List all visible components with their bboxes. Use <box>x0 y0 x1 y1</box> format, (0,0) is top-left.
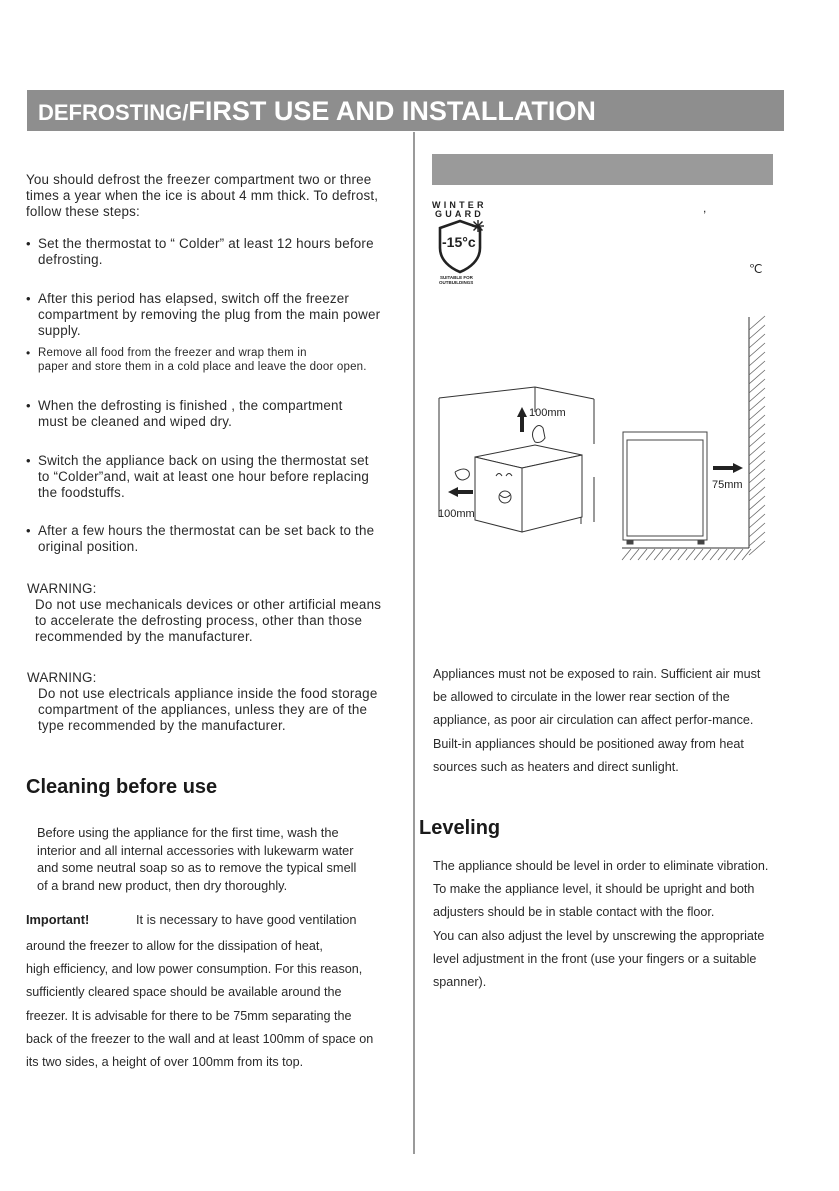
warning-text: Do not use electricals appliance inside the food storage compartment of the appliances, unless they are of the type recommended by the manufacturer. <box>38 686 378 733</box>
wall-hatch <box>749 379 765 393</box>
wall-hatch <box>749 469 765 483</box>
wall-hatch <box>749 370 765 384</box>
column-divider <box>413 132 415 1154</box>
wall-hatch <box>749 388 765 402</box>
wall-hatch <box>749 541 765 555</box>
floor-hatch <box>710 549 719 560</box>
wall-hatch <box>749 433 765 447</box>
floor-hatch <box>702 549 711 560</box>
floor-hatch <box>670 549 679 560</box>
floor-hatch <box>678 549 687 560</box>
floor-hatch <box>654 549 663 560</box>
wall-hatch <box>749 478 765 492</box>
important-text: around the freezer to allow for the dissipation of heat, high efficiency, and low power consumption. For this reason, sufficiently cleared space should be available around the freezer. It is advisable for there to be 75mm separating the back of the freezer to the wall and at least 100mm of space on its two sides, a height of over 100mm from its top. <box>26 939 374 1070</box>
wall-hatch <box>749 496 765 510</box>
installation-diagram <box>430 312 775 562</box>
wall-hatch <box>749 397 765 411</box>
floor-hatch <box>694 549 703 560</box>
warning-text: Do not use mechanicals devices or other artificial means to accelerate the defrosting process, other than those recommended by the manufacturer. <box>35 597 382 644</box>
wall-hatch <box>749 424 765 438</box>
stray-comma: , <box>703 201 707 215</box>
wall-hatch <box>749 325 765 339</box>
wall-hatch <box>749 442 765 456</box>
wall-hatch <box>749 343 765 357</box>
winter-guard-logo: WINTER GUARD -15°c SUITABLE FOR OUTBUILDINGS <box>432 200 487 285</box>
floor-hatch <box>726 549 735 560</box>
floor-hatch <box>686 549 695 560</box>
important-first-line: It is necessary to have good ventilation <box>136 912 357 927</box>
floor-hatch <box>622 549 631 560</box>
leveling-text: The appliance should be level in order to eliminate vibration. To make the appliance level, it should be upright and both adjusters should be in stable contact with the floor. You can also adjust the level by unscrewing the appropriate level adjustment in the front (use your fingers or a suitable spanner). <box>433 859 769 990</box>
page-title: DEFROSTING/FIRST USE AND INSTALLATION <box>38 96 596 126</box>
placement-text: Appliances must not be exposed to rain. Sufficient air must be allowed to circulate in the lower rear section of the appliance, as poor air circulation can affect perfor-mance. Built-in appliances should be positioned away from heat sources such as heaters and direct sunlight. <box>433 667 761 774</box>
defrost-intro: You should defrost the freezer compartment two or three times a year when the ice is about 4 mm thick. To defrost, follow these steps: <box>26 172 379 219</box>
wall-hatch <box>749 523 765 537</box>
warning-label: WARNING: <box>27 670 97 685</box>
floor-hatch <box>718 549 727 560</box>
leveling-heading: Leveling <box>419 817 501 839</box>
wall-hatch <box>749 352 765 366</box>
wall-hatch <box>749 334 765 348</box>
floor-hatch <box>734 549 743 560</box>
wall-hatch <box>749 406 765 420</box>
wall-hatch <box>749 460 765 474</box>
wall-hatch <box>749 532 765 546</box>
wall-hatch <box>749 451 765 465</box>
diagram-label-top: 100mm <box>529 407 566 419</box>
wall-hatch <box>749 514 765 528</box>
wall-hatch <box>749 487 765 501</box>
floor-hatch <box>646 549 655 560</box>
floor-hatch <box>638 549 647 560</box>
section-bar <box>432 154 773 185</box>
cleaning-text: Before using the appliance for the first time, wash the interior and all internal accessories with lukewarm water and some neutral soap so as to remove the typical smell of a brand new product, then dry thoroughly. <box>37 825 357 893</box>
warning-label: WARNING: <box>27 581 97 596</box>
temperature-label: -15°c <box>442 234 476 250</box>
stray-degree: ℃ <box>749 262 763 276</box>
wall-hatch <box>749 415 765 429</box>
floor-hatch <box>630 549 639 560</box>
diagram-label-back: 75mm <box>712 479 743 491</box>
wall-hatch <box>749 361 765 375</box>
wall-hatch <box>749 505 765 519</box>
cleaning-heading: Cleaning before use <box>26 776 218 798</box>
important-label: Important! <box>26 912 90 927</box>
floor-hatch <box>662 549 671 560</box>
wall-hatch <box>749 316 765 330</box>
diagram-label-side: 100mm <box>438 508 475 520</box>
